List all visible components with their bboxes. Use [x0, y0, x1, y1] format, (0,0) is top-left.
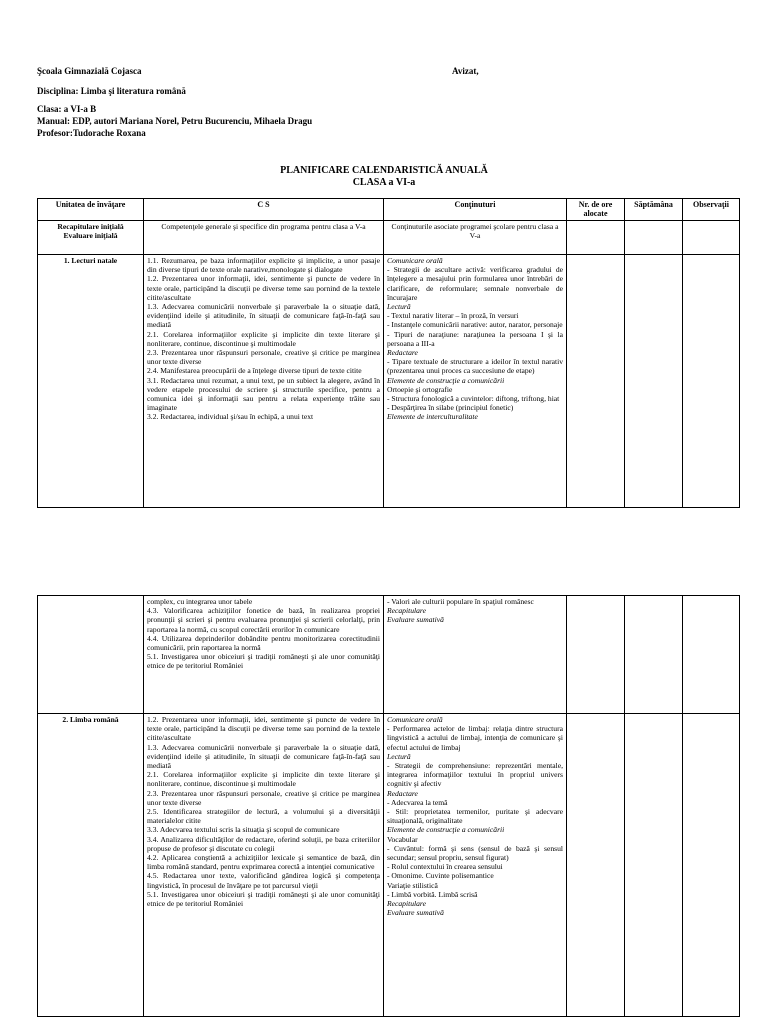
hours-cell [567, 714, 625, 1017]
content-item: - Textul narativ literar – în proză, în versuri [387, 311, 519, 321]
content-item: - Despărţirea în silabe (principiul fonetic) [387, 403, 514, 413]
competence-item: 4.2. Aplicarea conştientă a achiziţiilor lexicale şi semantice de bază, din limba română standard, pentru exprimarea corectă a intenţiei comunicative [147, 853, 380, 872]
week-cell [625, 221, 683, 255]
column-header: Săptămâna [625, 199, 683, 221]
content-cell [384, 596, 567, 714]
competence-item: 3.1. Redactarea unui rezumat, a unui text, pe un subiect la alegere, având în vedere etapele procesului de scriere şi structurile specifice, pentru a comunica idei şi informaţii sau pentru a relata experienţe trăite sau imaginate [147, 375, 380, 413]
content-cell: Conţinuturile asociate programei şcolare pentru clasa a V-a [384, 221, 567, 255]
competence-item: 2.3. Prezentarea unor răspunsuri personale, creative şi critice pe marginea unor texte diverse [147, 348, 380, 367]
notes-cell [683, 714, 740, 1017]
content-item: Redactare [387, 788, 418, 798]
column-header: Observaţii [683, 199, 740, 221]
notes-cell [683, 255, 740, 508]
content-cell [384, 714, 567, 1017]
week-cell [625, 255, 683, 508]
competence-item: 1.2. Prezentarea unor informaţii, idei, sentimente şi puncte de vedere în texte orale, participând la discuţii pe diverse teme sau pornind de la textele citite/ascultate [147, 715, 380, 743]
content-item: Recapitulare [387, 606, 426, 616]
table-row [38, 596, 740, 714]
competence-item: 1.3. Adecvarea comunicării nonverbale şi paraverbale la o situaţie dată, evidenţiind ideile şi atitudinile, în situaţii de comunicare faţă-în-faţă sau mediată [147, 302, 380, 330]
content-item: - Tipuri de naraţiune: naraţiunea la persoana I şi la persoana a III-a [387, 329, 563, 348]
content-item: Comunicare orală [387, 256, 443, 265]
unit-cell [38, 596, 144, 714]
content-item: Variaţie stilistică [387, 880, 438, 890]
week-cell [625, 596, 683, 714]
hours-cell [567, 255, 625, 508]
cs-cell: Competenţele generale şi specifice din programa pentru clasa a V-a [144, 221, 384, 255]
cs-cell [144, 714, 384, 1017]
column-header: C S [144, 199, 384, 221]
unit-cell [38, 221, 144, 255]
table-row [38, 221, 740, 255]
column-header: Unitatea de învăţare [38, 199, 144, 221]
table-row [38, 255, 740, 508]
competence-item: 2.3. Prezentarea unor răspunsuri personale, creative şi critice pe marginea unor texte diverse [147, 788, 380, 807]
planning-table-continued [37, 595, 740, 1017]
competence-item: 4.4. Utilizarea deprinderilor dobândite pentru monitorizarea corectitudinii comunicării, prin raportarea la normă [147, 633, 380, 653]
competence-item: 2.5. Identificarea strategiilor de lectură, a volumului şi a diversităţii materialelor citite [147, 807, 380, 826]
hours-cell [567, 596, 625, 714]
competence-item: 3.2. Redactarea, individual şi/sau în echipă, a unui text [147, 412, 314, 422]
content-item: - Tipare textuale de structurare a ideilor în textul narativ (prezentarea unui proces ca succesiune de etape) [387, 357, 563, 376]
competence-item: 1.1. Rezumarea, pe baza informaţiilor explicite şi implicite, a unor pasaje din diverse tipuri de texte orale narative,monologate şi dialogate [147, 256, 380, 275]
content-item: - Cuvântul: formă şi sens (sensul de bază şi sensul secundar; sensul propriu, sensul figurat) [387, 843, 563, 863]
cs-cell [144, 596, 384, 714]
class-line: Clasa: a VI-a B [37, 104, 97, 114]
content-item: Lectură [387, 751, 411, 761]
unit-title: Evaluare iniţială [63, 231, 118, 241]
competence-item: 1.2. Prezentarea unor informaţii, idei, sentimente şi puncte de vedere în texte orale, participând la discuţii pe diverse teme sau pornind de la textele citite/ascultate [147, 274, 380, 302]
competence-item: 4.3. Valorificarea achiziţiilor fonetice de bază, în realizarea propriei pronunţii şi scrieri şi pentru evaluarea pronunţiei şi scrierii celorlalţi, prin raportarea la normă, cu scopul corectării erorilor în comunicare [147, 606, 380, 634]
content-item: - Adecvarea la temă [387, 797, 448, 807]
content-cell [384, 255, 567, 508]
content-item: - Rolul contextului în crearea sensului [387, 862, 503, 872]
content-item: - Stil: proprietatea termenilor, puritate şi adecvare situaţională, originalitate [387, 807, 563, 826]
table-row [38, 714, 740, 1017]
document-subtitle: CLASA a VI-a [352, 177, 416, 188]
content-item: - Omonime. Cuvinte polisemantice [387, 871, 494, 881]
approval-label: Avizat, [452, 66, 479, 76]
content-item: Ortoepie şi ortografie [387, 384, 453, 394]
content-item: - Structura fonologică a cuvintelor: diftong, triftong, hiat [387, 394, 560, 404]
content-item: Elemente de interculturalitate [387, 412, 478, 422]
week-cell [625, 714, 683, 1017]
notes-cell [683, 221, 740, 255]
competence-item: 2.1. Corelarea informaţiilor explicite şi implicite din texte literare şi nonliterare, continue, discontinue şi multimodale [147, 770, 380, 789]
content-item: Recapitulare [387, 899, 426, 909]
document-page-2 [0, 545, 768, 1024]
competence-item: 3.4. Analizarea dificultăţilor de redactare, oferind soluţii, pe baza criteriilor propuse de profesor şi discutate cu colegii [147, 834, 380, 853]
content-item: - Limbă vorbită. Limbă scrisă [387, 889, 478, 899]
content-item: Vocabular [387, 834, 418, 844]
school-name: Şcoala Gimnazială Cojasca [37, 66, 142, 76]
content-item: - Strategii de ascultare activă: verificarea gradului de înţelegere a mesajului prin formularea unor întrebări de clarificare, de reformulare; semnale nonverbale de încurajare [387, 265, 563, 302]
teacher-line: Profesor:Tudorache Roxana [37, 128, 146, 138]
content-item: - Instanţele comunicării narative: autor, narator, personaje [387, 320, 563, 330]
competence-item: 1.3. Adecvarea comunicării nonverbale şi paraverbale la o situaţie dată, evidenţiind ideile şi atitudinile, în situaţii de comunicare faţă-în-faţă sau mediată [147, 742, 380, 771]
hours-cell [567, 221, 625, 255]
unit-title: Recapitulare iniţială [57, 222, 124, 231]
unit-cell: 1. Lecturi natale [38, 255, 144, 508]
competence-item: 5.1. Investigarea unor obiceiuri şi tradiţii româneşti şi ale unor comunităţi etnice de pe teritoriul României [147, 652, 380, 671]
table-header-row [38, 199, 740, 221]
planning-table [37, 198, 740, 508]
column-header: Conţinuturi [384, 199, 567, 221]
notes-cell [683, 596, 740, 714]
cs-cell [144, 255, 384, 508]
document-title: PLANIFICARE CALENDARISTICĂ ANUALĂ [280, 165, 488, 176]
content-item: - Valori ale culturii populare în spaţiul românesc [387, 597, 534, 606]
manual-line: Manual: EDP, autori Mariana Norel, Petru Bucurenciu, Mihaela Dragu [37, 116, 313, 126]
content-item: - Performarea actelor de limbaj: relaţia dintre structura lingvistică a actului de limbaj, intenţia de comunicare şi efectul actului de limbaj [387, 724, 563, 752]
content-item: Evaluare sumativă [387, 908, 444, 918]
competence-item: 5.1. Investigarea unor obiceiuri şi tradiţii româneşti şi ale unor comunităţi etnice de pe teritoriul României [147, 889, 380, 909]
content-item: Evaluare sumativă [387, 615, 444, 625]
competence-item: 3.3. Adecvarea textului scris la situaţia şi scopul de comunicare [147, 825, 340, 835]
column-header: Nr. de ore alocate [567, 199, 625, 221]
content-item: - Strategii de comprehensiune: reprezentări mentale, integrarea informaţiilor textului în propriul univers cognitiv şi afectiv [387, 761, 563, 789]
competence-item: 2.4. Manifestarea preocupării de a înţelege diverse tipuri de texte citite [147, 366, 362, 376]
competence-item: 2.1. Corelarea informaţiilor explicite şi implicite din texte literare şi nonliterare, continue, discontinue şi multimodale [147, 329, 380, 348]
content-item: Comunicare orală [387, 715, 443, 724]
content-item: Lectură [387, 302, 411, 312]
content-item: Redactare [387, 348, 418, 358]
content-item: Elemente de construcţie a comunicării [387, 375, 505, 385]
unit-cell: 2. Limba română [38, 714, 144, 1017]
competence-item: 4.5. Redactarea unor texte, valorificând gândirea logică şi competenţa lingvistică, în procesul de învăţare pe tot parcursul vieţii [147, 871, 380, 890]
content-item: Elemente de construcţie a comunicării [387, 825, 505, 835]
discipline-line: Disciplina: Limba şi literatura română [37, 86, 186, 96]
competence-item: complex, cu integrarea unor tabele [147, 597, 253, 606]
